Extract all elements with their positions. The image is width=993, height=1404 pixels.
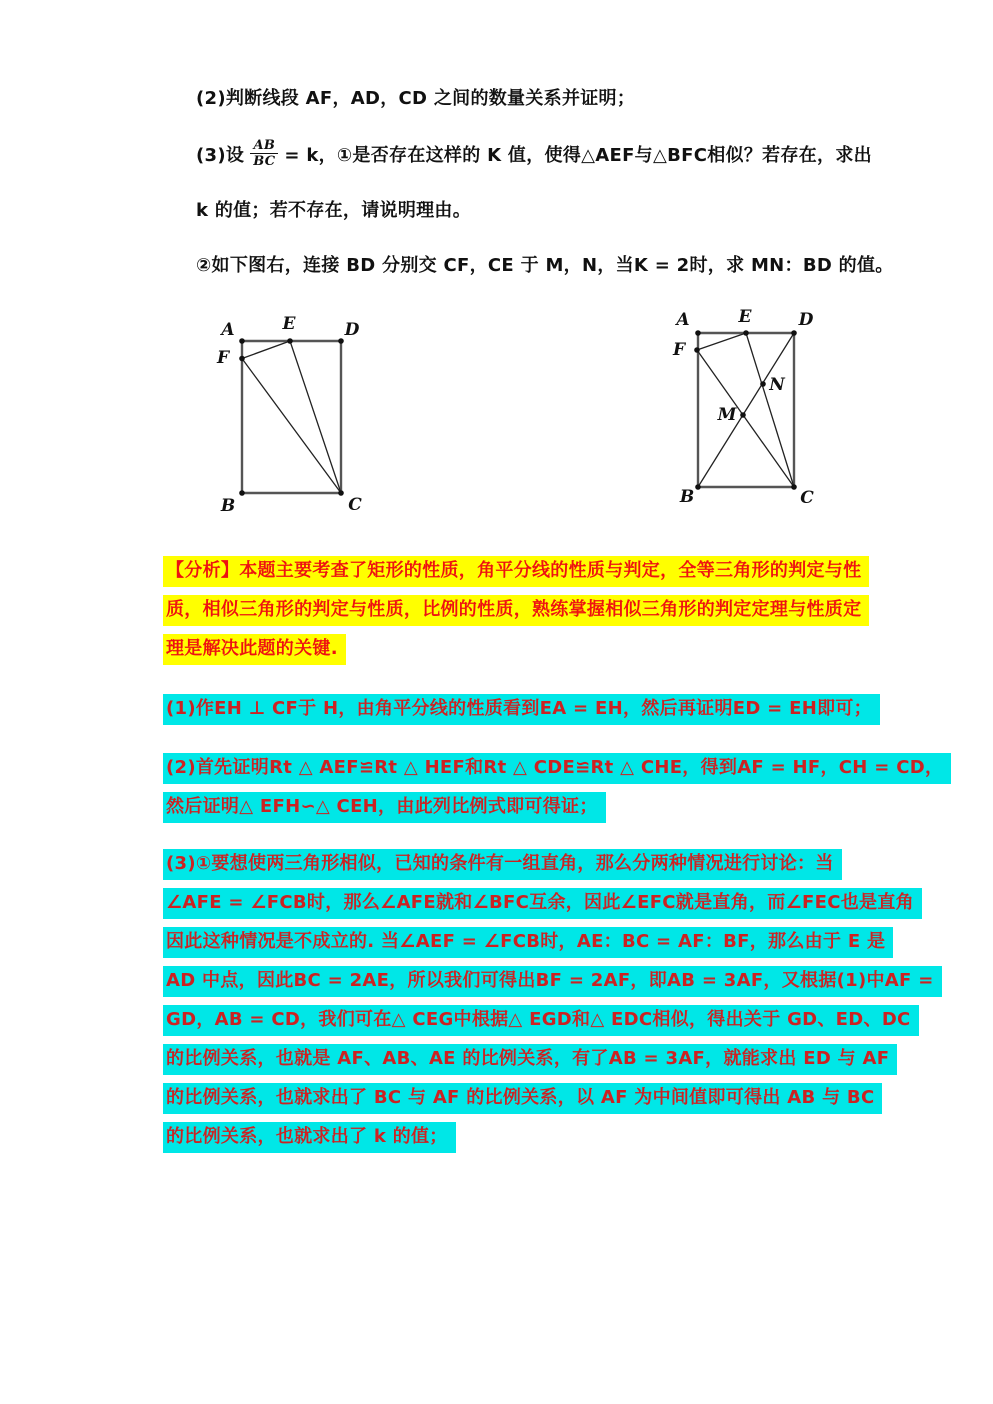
point-dot-F bbox=[694, 347, 700, 353]
analysis-line: 【分析】本题主要考查了矩形的性质，角平分线的性质与判定，全等三角形的判定与性 bbox=[163, 556, 869, 587]
point-label-A: A bbox=[676, 310, 690, 330]
point-label-E: E bbox=[282, 314, 296, 334]
step-line: ∠AFE = ∠FCB时，那么∠AFE就和∠BFC互余，因此∠EFC就是直角，而∠FEC也是直角 bbox=[163, 888, 922, 919]
fraction-denominator: BC bbox=[253, 154, 276, 169]
segment-FE bbox=[697, 333, 746, 350]
point-label-F: F bbox=[672, 340, 686, 360]
step-line: (2)首先证明Rt △ AEF≌Rt △ HEF和Rt △ CDE≌Rt △ CHE，得到AF = HF，CH = CD， bbox=[163, 753, 951, 784]
step-line: GD，AB = CD，我们可在△ CEG中根据△ EGD和△ EDC相似，得出关于 GD、ED、DC bbox=[163, 1005, 919, 1036]
point-dot-C bbox=[791, 484, 797, 490]
point-dot-B bbox=[239, 490, 245, 496]
problem-part3-sub2: ②如下图右，连接 BD 分别交 CF，CE 于 M，N，当K = 2时，求 MN：BD 的值。 bbox=[196, 255, 894, 276]
point-dot-M bbox=[740, 412, 746, 418]
problem-part2-text: (2)判断线段 AF，AD，CD 之间的数量关系并证明； bbox=[196, 88, 636, 109]
point-label-B: B bbox=[679, 487, 695, 507]
problem-part3-suffix: = k，①是否存在这样的 K 值，使得△AEF与△BFC相似？若存在，求出 bbox=[284, 144, 872, 166]
analysis-block bbox=[163, 556, 869, 673]
segment-EC bbox=[746, 333, 794, 487]
problem-part3-continuation: k 的值；若不存在，请说明理由。 bbox=[196, 200, 472, 221]
step-block-1 bbox=[163, 694, 880, 733]
problem-part3-line bbox=[196, 138, 872, 169]
step-line: (1)作EH ⊥ CF于 H，由角平分线的性质看到EA = EH，然后再证明ED = EH即可； bbox=[163, 694, 880, 725]
step-block-3 bbox=[163, 849, 942, 1161]
analysis-line: 理是解决此题的关键. bbox=[163, 634, 346, 665]
point-label-D: D bbox=[344, 320, 360, 340]
point-label-N: N bbox=[769, 375, 785, 395]
point-dot-E bbox=[743, 330, 749, 336]
point-label-C: C bbox=[800, 488, 814, 508]
point-dot-D bbox=[791, 330, 797, 336]
point-label-C: C bbox=[348, 495, 362, 515]
step-line: (3)①要想使两三角形相似，已知的条件有一组直角，那么分两种情况进行讨论：当 bbox=[163, 849, 842, 880]
point-label-D: D bbox=[798, 310, 814, 330]
geometry-figure-right bbox=[655, 298, 830, 520]
point-dot-F bbox=[239, 356, 245, 362]
rectangle-outline bbox=[242, 341, 341, 493]
point-label-B: B bbox=[220, 496, 236, 516]
point-dot-C bbox=[338, 490, 344, 496]
step-line: 的比例关系，也就求出了 BC 与 AF 的比例关系，以 AF 为中间值即可得出 AB 与 BC bbox=[163, 1083, 882, 1114]
segment-FC bbox=[242, 359, 341, 494]
problem-part3-prefix: (3)设 bbox=[196, 144, 245, 166]
point-label-F: F bbox=[216, 348, 230, 368]
step-line: 的比例关系，也就是 AF、AB、AE 的比例关系，有了AB = 3AF，就能求出 ED 与 AF bbox=[163, 1044, 897, 1075]
point-dot-A bbox=[695, 330, 701, 336]
fraction-numerator: AB bbox=[250, 138, 278, 154]
step-block-2 bbox=[163, 753, 951, 831]
fraction-ab-bc bbox=[250, 138, 278, 169]
point-dot-E bbox=[287, 338, 293, 344]
step-line: 然后证明△ EFH∽△ CEH，由此列比例式即可得证； bbox=[163, 792, 606, 823]
point-label-A: A bbox=[221, 320, 235, 340]
point-label-M: M bbox=[717, 405, 737, 425]
segment-EC bbox=[290, 341, 341, 493]
point-dot-B bbox=[695, 484, 701, 490]
segment-FE bbox=[242, 341, 290, 359]
step-line: 的比例关系，也就求出了 k 的值； bbox=[163, 1122, 456, 1153]
segment-BD bbox=[698, 333, 794, 487]
step-line: 因此这种情况是不成立的. 当∠AEF = ∠FCB时，AE：BC = AF：BF，那么由于 E 是 bbox=[163, 927, 893, 958]
point-dot-A bbox=[239, 338, 245, 344]
point-dot-D bbox=[338, 338, 344, 344]
geometry-figure-left bbox=[200, 300, 375, 522]
step-line: AD 中点，因此BC = 2AE，所以我们可得出BF = 2AF，即AB = 3AF，又根据(1)中AF = bbox=[163, 966, 942, 997]
analysis-line: 质，相似三角形的判定与性质，比例的性质，熟练掌握相似三角形的判定定理与性质定 bbox=[163, 595, 869, 626]
point-dot-N bbox=[760, 381, 766, 387]
point-label-E: E bbox=[738, 307, 752, 327]
